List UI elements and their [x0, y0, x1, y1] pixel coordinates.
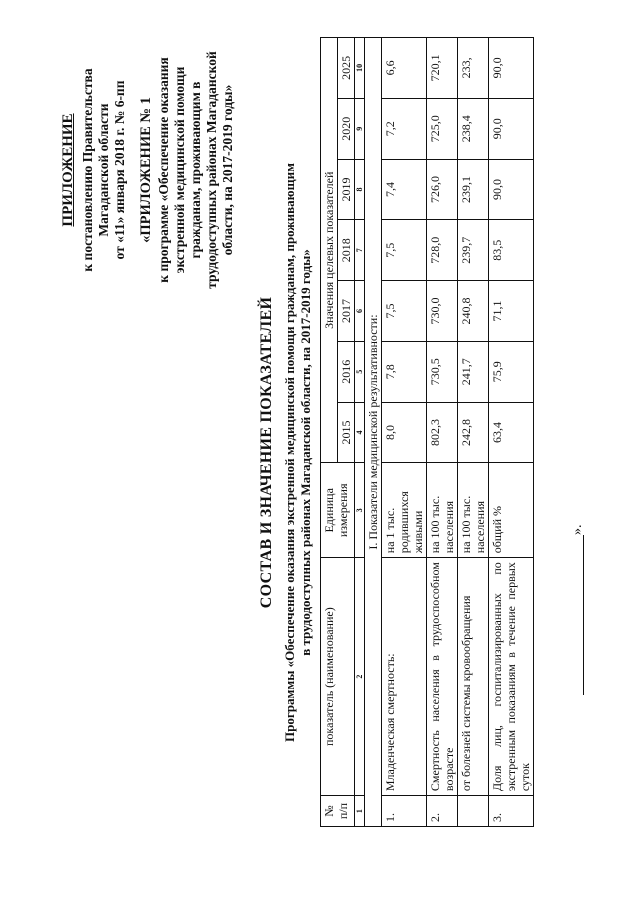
indicator-unit: общий % [489, 463, 534, 558]
value-cell: 83,5 [489, 220, 534, 281]
value-cell: 63,4 [489, 402, 534, 463]
value-cell: 730,5 [427, 341, 458, 402]
value-cell: 725,0 [427, 98, 458, 159]
appendix-line-3: гражданам, проживающим в [188, 81, 203, 259]
value-cell: 7,5 [382, 281, 427, 342]
value-cell: 730,0 [427, 281, 458, 342]
value-cell: 241,7 [458, 341, 489, 402]
value-cell: 233, [458, 38, 489, 99]
value-cell: 8,0 [382, 402, 427, 463]
section-title: I. Показатели медицинской результативности: [365, 38, 382, 827]
value-cell: 728,0 [427, 220, 458, 281]
document-subtitle [282, 40, 314, 865]
header-unit: Единица измерения [321, 463, 355, 558]
value-cell: 75,9 [489, 341, 534, 402]
row-number: 3. [489, 796, 534, 827]
closing-quote: ». [570, 524, 585, 535]
document-main-title: СОСТАВ И ЗНАЧЕНИЕ ПОКАЗАТЕЛЕЙ [258, 296, 275, 609]
appendix-line-2: экстренной медицинской помощи [172, 66, 187, 274]
indicator-name: от болезней системы кровообращения [458, 558, 489, 796]
subtitle-line-1: Программы «Обеспечение оказания экстренной медицинской помощи гражданам, проживающим [282, 163, 297, 742]
value-cell: 7,8 [382, 341, 427, 402]
indicator-name: Смертность населения в трудоспособном возрасте [427, 558, 458, 796]
value-cell: 726,0 [427, 159, 458, 220]
value-cell: 240,8 [458, 281, 489, 342]
table-row [489, 38, 534, 827]
table-row [427, 38, 458, 827]
section-row [365, 38, 382, 827]
column-number: 5 [355, 341, 365, 402]
column-number: 4 [355, 402, 365, 463]
column-number: 8 [355, 159, 365, 220]
value-cell: 71,1 [489, 281, 534, 342]
subtitle-line-2: в трудодоступных районах Магаданской области, на 2017-2019 годы» [298, 249, 313, 656]
value-cell: 242,8 [458, 402, 489, 463]
column-number: 10 [355, 38, 365, 99]
value-cell: 239,1 [458, 159, 489, 220]
value-cell: 90,0 [489, 98, 534, 159]
indicator-unit: на 100 тыс. населения [458, 463, 489, 558]
value-cell: 802,3 [427, 402, 458, 463]
column-number: 1 [355, 796, 365, 827]
column-number: 6 [355, 281, 365, 342]
header-line-2: Магаданской области [96, 103, 111, 237]
header-line-1: к постановлению Правительства [80, 68, 95, 272]
indicator-unit: на 100 тыс. населения [427, 463, 458, 558]
header-name: показатель (наименование) [321, 558, 355, 796]
header-num: № п/п [321, 796, 355, 827]
column-number: 3 [355, 463, 365, 558]
header-values-group: Значения целевых показателей [321, 38, 338, 463]
header-year-2015: 2015 [338, 402, 355, 463]
indicator-unit: на 1 тыс. родившихся живыми [382, 463, 427, 558]
column-number: 9 [355, 98, 365, 159]
table-row [458, 38, 489, 827]
value-cell: 239,7 [458, 220, 489, 281]
appendix-line-5: области, на 2017-2019 годы» [220, 84, 235, 256]
row-number [458, 796, 489, 827]
column-numbers-row [355, 38, 365, 827]
value-cell: 90,0 [489, 38, 534, 99]
header-year-2025: 2025 [338, 38, 355, 99]
indicator-name: Младенческая смертность: [382, 558, 427, 796]
header-year-2019: 2019 [338, 159, 355, 220]
table-header-row [321, 38, 338, 827]
header-year-2017: 2017 [338, 281, 355, 342]
header-year-2018: 2018 [338, 220, 355, 281]
column-number: 2 [355, 558, 365, 796]
column-number: 7 [355, 220, 365, 281]
value-cell: 7,5 [382, 220, 427, 281]
value-cell: 90,0 [489, 159, 534, 220]
approval-header [60, 30, 236, 310]
table-row [382, 38, 427, 827]
closing-underline [571, 535, 584, 695]
value-cell: 720,1 [427, 38, 458, 99]
value-cell: 7,2 [382, 98, 427, 159]
header-year-2016: 2016 [338, 341, 355, 402]
appendix-line-4: трудодоступных районах Магаданской [204, 51, 219, 289]
header-year-2020: 2020 [338, 98, 355, 159]
appendix-title: «ПРИЛОЖЕНИЕ № 1 [138, 97, 154, 243]
header-line-3: от «11» января 2018 г. № 6-пп [112, 80, 127, 260]
value-cell: 6,6 [382, 38, 427, 99]
value-cell: 238,4 [458, 98, 489, 159]
header-title: ПРИЛОЖЕНИЕ [60, 113, 76, 227]
value-cell: 7,4 [382, 159, 427, 220]
indicators-table [320, 37, 534, 827]
closing-mark [570, 495, 586, 695]
appendix-line-1: к программе «Обеспечение оказания [156, 57, 171, 283]
row-number: 2. [427, 796, 458, 827]
indicator-name: Доля лиц, госпитализированных по экстренным показаниям в течение первых суток [489, 558, 534, 796]
row-number: 1. [382, 796, 427, 827]
